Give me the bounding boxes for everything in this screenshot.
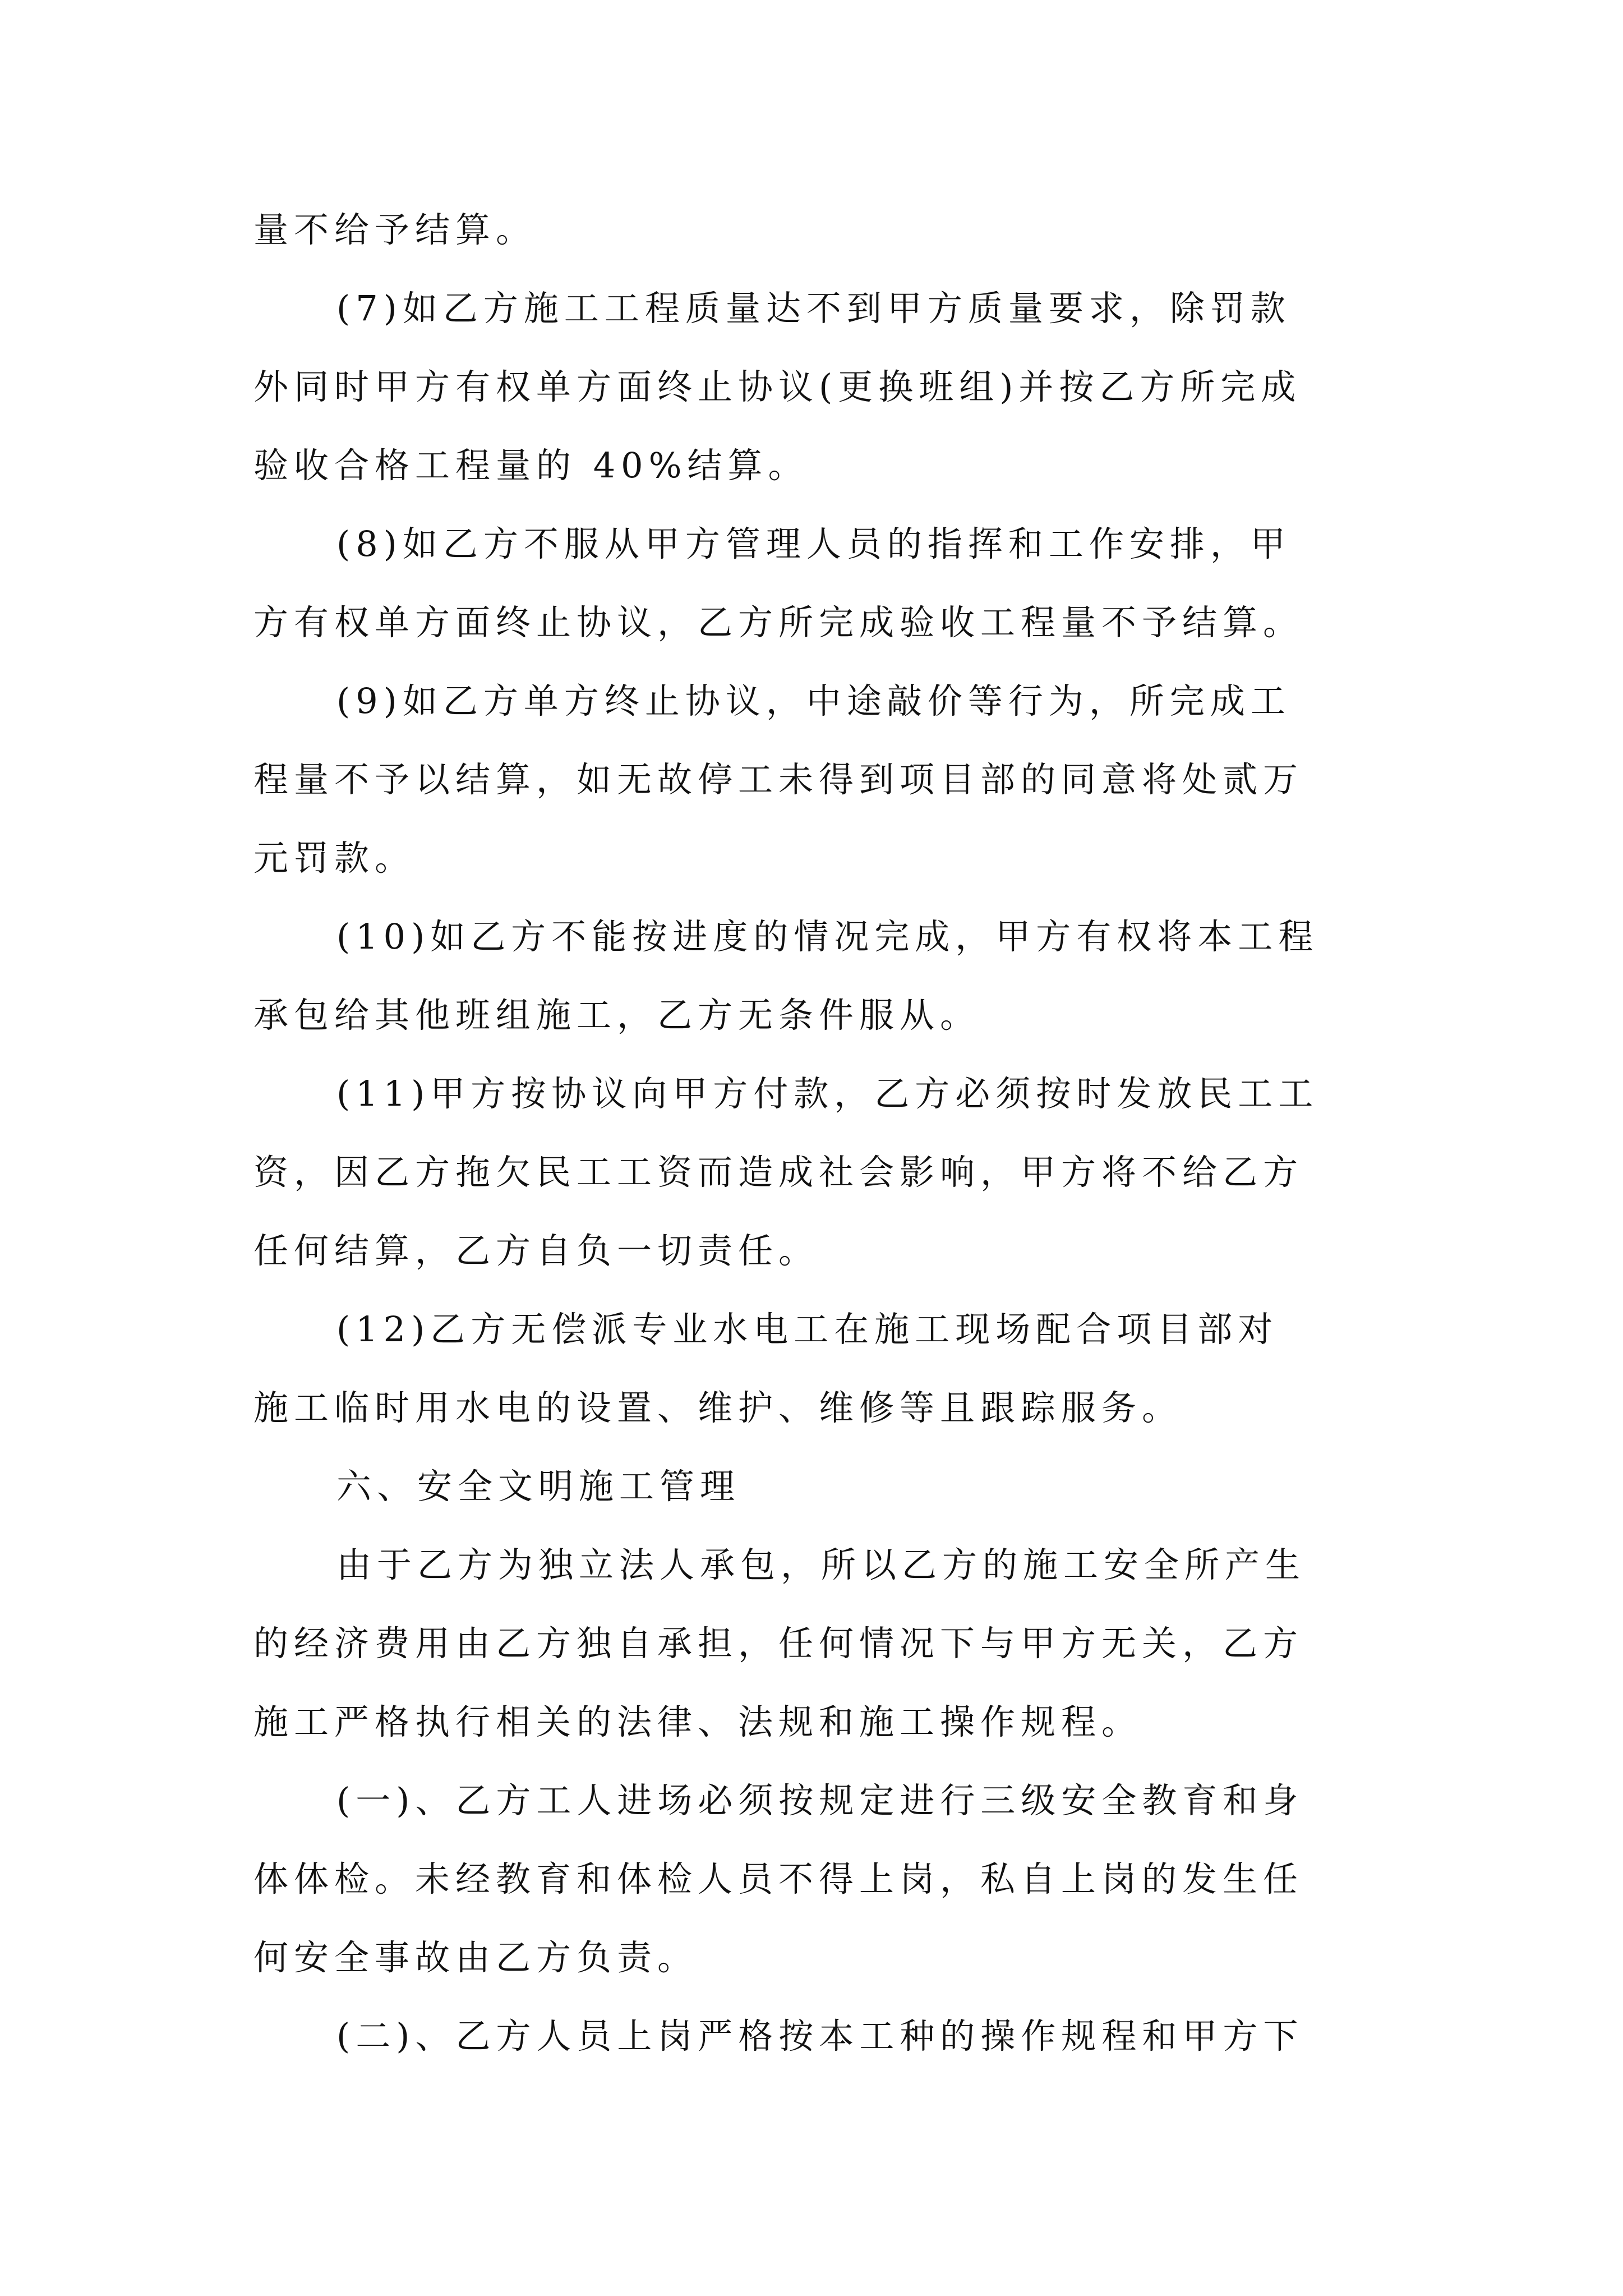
text-line-14: 任何结算，乙方自负一切责任。 — [253, 1230, 819, 1271]
text-line-22: 体体检。未经教育和体检人员不得上岗，私自上岗的发生任 — [253, 1858, 1304, 1899]
text-line-2: (7)如乙方施工工程质量达不到甲方质量要求，除罚款 — [336, 288, 1291, 329]
text-line-19: 的经济费用由乙方独自承担，任何情况下与甲方无关，乙方 — [253, 1623, 1304, 1664]
text-line-10: (10)如乙方不能按进度的情况完成，甲方有权将本工程 — [336, 916, 1319, 957]
text-line-15: (12)乙方无偿派专业水电工在施工现场配合项目部对 — [336, 1309, 1279, 1350]
text-line-21: (一)、乙方工人进场必须按规定进行三级安全教育和身 — [336, 1780, 1304, 1821]
text-line-5: (8)如乙方不服从甲方管理人员的指挥和工作安排，甲 — [336, 523, 1291, 564]
text-line-18: 由于乙方为独立法人承包，所以乙方的施工安全所产生 — [336, 1544, 1306, 1585]
text-line-11: 承包给其他班组施工，乙方无条件服从。 — [253, 995, 981, 1036]
text-line-24: (二)、乙方人员上岗严格按本工种的操作规程和甲方下 — [336, 2016, 1304, 2056]
text-line-3: 外同时甲方有权单方面终止协议(更换班组)并按乙方所完成 — [253, 366, 1302, 407]
text-line-9: 元罚款。 — [253, 838, 416, 878]
text-line-20: 施工严格执行相关的法律、法规和施工操作规程。 — [253, 1701, 1142, 1742]
text-line-13: 资，因乙方拖欠民工工资而造成社会影响，甲方将不给乙方 — [253, 1152, 1304, 1193]
text-line-23: 何安全事故由乙方负责。 — [253, 1937, 698, 1978]
text-line-16: 施工临时用水电的设置、维护、维修等且跟踪服务。 — [253, 1387, 1183, 1428]
section-heading: 六、安全文明施工管理 — [336, 1466, 741, 1507]
text-line-6: 方有权单方面终止协议，乙方所完成验收工程量不予结算。 — [253, 602, 1304, 643]
text-line-4: 验收合格工程量的 40%结算。 — [253, 445, 809, 486]
text-line-7: (9)如乙方单方终止协议，中途敲价等行为，所完成工 — [336, 680, 1291, 721]
text-line-1: 量不给予结算。 — [253, 209, 537, 250]
text-line-8: 程量不予以结算，如无故停工未得到项目部的同意将处贰万 — [253, 759, 1304, 800]
text-line-12: (11)甲方按协议向甲方付款，乙方必须按时发放民工工 — [336, 1073, 1319, 1114]
